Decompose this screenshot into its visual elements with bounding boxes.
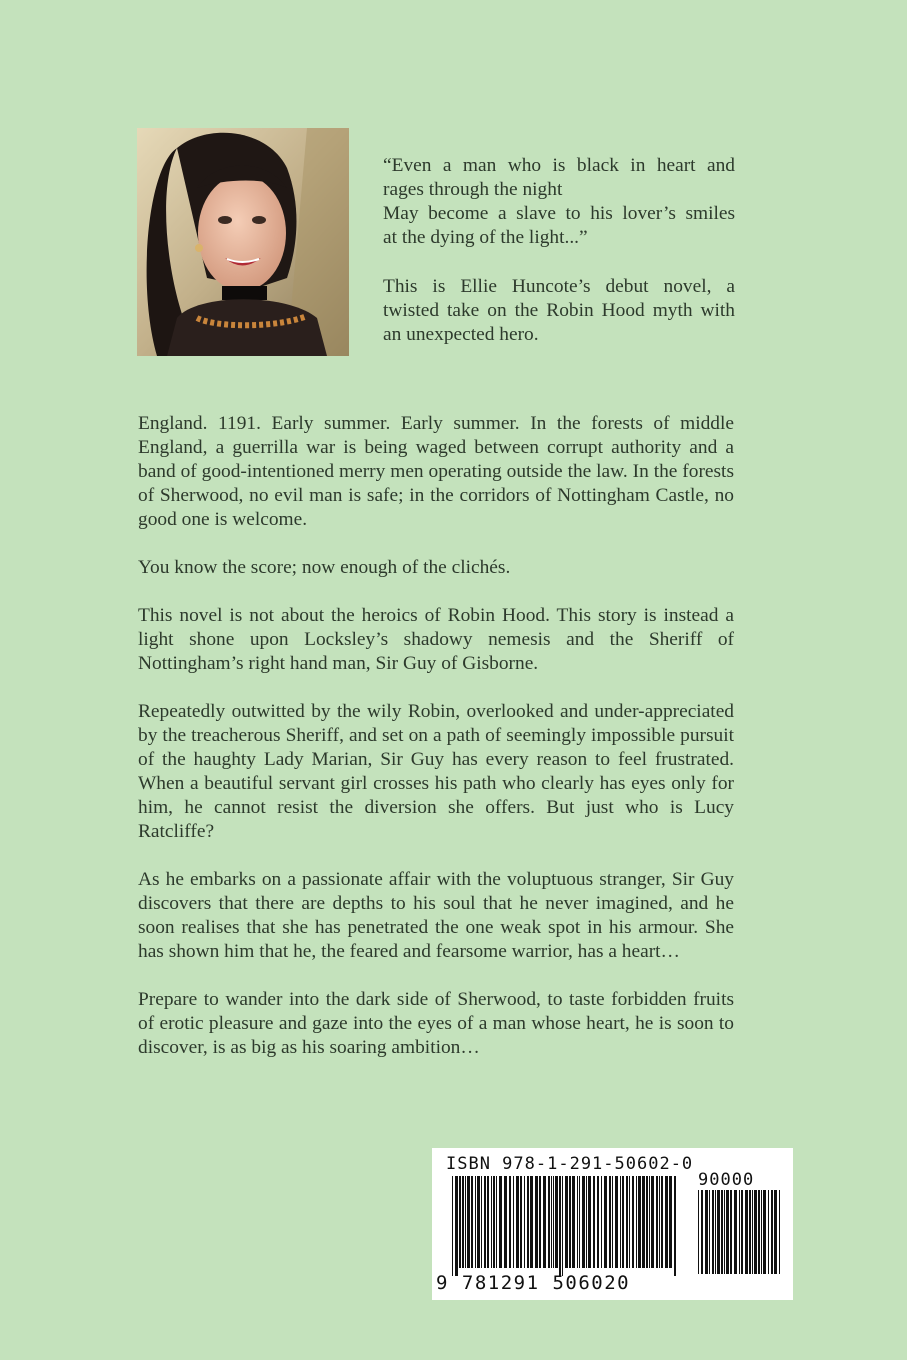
barcode-bar <box>768 1190 769 1274</box>
barcode-bar <box>516 1176 519 1268</box>
blurb-paragraph: This novel is not about the heroics of Robin Hood. This story is instead a light shone upon Locksley’s shadowy nemesis and the Sheriff of Nottingham’s right hand man, Sir Guy of Gisborne. <box>138 605 734 674</box>
intro-paragraph: This is Ellie Huncote’s debut novel, a twisted take on the Robin Hood myth with an unexpected hero. <box>383 276 735 345</box>
barcode-bar <box>593 1176 595 1268</box>
barcode-bar <box>649 1176 650 1268</box>
barcode-bar <box>582 1176 585 1268</box>
barcode-bar <box>629 1176 630 1268</box>
barcode-bar <box>559 1176 561 1276</box>
barcode-bar <box>601 1176 602 1268</box>
barcode-bar <box>669 1176 672 1268</box>
barcode-bar <box>665 1176 668 1268</box>
barcode-bar <box>555 1176 558 1268</box>
ean-barcode-bars <box>452 1176 678 1276</box>
barcode-bar <box>487 1176 489 1268</box>
barcode-bar <box>674 1176 676 1276</box>
barcode-bar <box>530 1176 533 1268</box>
barcode-bar <box>717 1190 720 1274</box>
barcode-bar <box>499 1176 502 1268</box>
barcode-bar <box>493 1176 495 1268</box>
barcode-bar <box>656 1176 658 1268</box>
barcode-bar <box>452 1176 453 1276</box>
isbn-label: ISBN 978-1-291-50602-0 <box>446 1154 694 1174</box>
barcode-bar <box>471 1176 473 1268</box>
barcode-bar <box>749 1190 751 1274</box>
barcode-bar <box>726 1190 729 1274</box>
barcode-bar <box>579 1176 580 1268</box>
barcode-bar <box>709 1190 710 1274</box>
barcode-bar <box>553 1176 554 1268</box>
barcode-bar <box>572 1176 575 1268</box>
quote-line: at the dying of the light...” <box>383 227 588 248</box>
blurb-text <box>138 412 734 1084</box>
barcode-bar <box>721 1190 723 1274</box>
barcode-bar <box>754 1190 757 1274</box>
barcode-bar <box>484 1176 486 1268</box>
barcode-bar <box>465 1176 466 1268</box>
barcode-bar <box>636 1176 637 1268</box>
barcode-bar <box>477 1176 480 1268</box>
barcode-bar <box>491 1176 492 1268</box>
blurb-paragraph: You know the score; now enough of the clichés. <box>138 557 511 578</box>
barcode-bar <box>509 1176 511 1268</box>
barcode-bar <box>597 1176 599 1268</box>
barcode-bar <box>577 1176 578 1268</box>
blurb-paragraph: England. 1191. Early summer. Early summer. In the forests of middle England, a guerrilla war is being waged between corrupt authority and a band of good-intentioned merry men operating outside the law. In the forests of Sherwood, no evil man is safe; in the corridors of Nottingham Castle, no good one is welcome. <box>138 413 734 530</box>
barcode-bar <box>659 1176 660 1268</box>
barcode-bar <box>646 1176 648 1268</box>
blurb-paragraph: Prepare to wander into the dark side of Sherwood, to taste forbidden fruits of erotic pleasure and gaze into the eyes of a man whose heart, he is soon to discover, is as big as his soaring ambition… <box>138 989 734 1058</box>
barcode-bar <box>481 1176 482 1268</box>
barcode-bar <box>638 1176 641 1268</box>
barcode-bar <box>724 1190 725 1274</box>
barcode-bar <box>504 1176 507 1268</box>
barcode-bar <box>551 1176 552 1268</box>
barcode-bar <box>730 1190 732 1274</box>
barcode-bar <box>739 1190 740 1274</box>
barcode-bar <box>548 1176 550 1268</box>
barcode-bar <box>609 1176 611 1268</box>
barcode-bar <box>745 1190 748 1274</box>
barcode-bar <box>562 1176 563 1276</box>
barcode-bar <box>642 1176 645 1268</box>
barcode-bar <box>752 1190 753 1274</box>
barcode-bar <box>569 1176 571 1268</box>
blurb-paragraph: Repeatedly outwitted by the wily Robin, overlooked and under-appreciated by the treacherous Sheriff, and set on a path of seemingly impossible pursuit of the haughty Lady Marian, Sir Guy has every reason to feel frustrated. When a beautiful servant girl crosses his path who clearly has eyes only for him, he cannot resist the diversion she offers. But just who is Lucy Ratcliffe? <box>138 701 734 842</box>
barcode-bar <box>763 1190 766 1274</box>
barcode-bar <box>632 1176 634 1268</box>
quote-line: rages through the night <box>383 179 563 200</box>
blurb-paragraph: As he embarks on a passionate affair with the voluptuous stranger, Sir Guy discovers that there are depths to his soul that he never imagined, and he soon realises that she has penetrated the one weak spot in his armour. She has shown him that he, the feared and fearsome warrior, has a heart… <box>138 869 734 962</box>
barcode-bar <box>651 1176 654 1268</box>
barcode-bar <box>774 1190 777 1274</box>
barcode-bar <box>771 1190 773 1274</box>
barcode-bar <box>761 1190 762 1274</box>
barcode-bar <box>701 1190 703 1274</box>
barcode-bar <box>455 1176 458 1276</box>
barcode-bar <box>467 1176 470 1268</box>
barcode-bar <box>612 1176 613 1268</box>
barcode-bar <box>543 1176 546 1268</box>
barcode-bar <box>715 1190 716 1274</box>
barcode-bar <box>565 1176 568 1268</box>
isbn-barcode <box>432 1148 793 1300</box>
barcode-bar <box>705 1190 708 1274</box>
epigraph-quote <box>383 154 735 250</box>
barcode-bar <box>459 1176 461 1268</box>
barcode-bar <box>539 1176 541 1268</box>
barcode-bar <box>615 1176 618 1268</box>
barcode-bar <box>535 1176 538 1268</box>
barcode-bar <box>698 1190 699 1274</box>
barcode-bar <box>661 1176 663 1268</box>
quote-line: May become a slave to his lover’s smiles <box>383 203 735 224</box>
barcode-bar <box>622 1176 624 1268</box>
barcode-bar <box>626 1176 628 1268</box>
author-portrait-image <box>137 128 349 356</box>
barcode-bar <box>462 1176 464 1268</box>
barcode-bar <box>734 1190 737 1274</box>
quote-line: “Even a man who is black in heart and <box>383 155 735 176</box>
ean-digits: 9 781291 506020 <box>436 1272 631 1294</box>
barcode-bar <box>513 1176 514 1268</box>
barcode-bar <box>741 1190 743 1274</box>
barcode-bar <box>712 1190 714 1274</box>
barcode-bar <box>620 1176 621 1268</box>
barcode-bar <box>588 1176 591 1268</box>
barcode-bar <box>758 1190 760 1274</box>
barcode-bar <box>496 1176 497 1268</box>
barcode-bar <box>520 1176 522 1268</box>
barcode-bar <box>524 1176 525 1268</box>
addon-barcode-bars <box>698 1190 782 1282</box>
barcode-bar <box>604 1176 607 1268</box>
price-addon-label: 90000 <box>698 1170 755 1190</box>
barcode-bar <box>527 1176 529 1268</box>
barcode-bar <box>779 1190 780 1274</box>
author-photo <box>137 128 349 356</box>
barcode-bar <box>475 1176 476 1268</box>
barcode-bar <box>586 1176 587 1268</box>
